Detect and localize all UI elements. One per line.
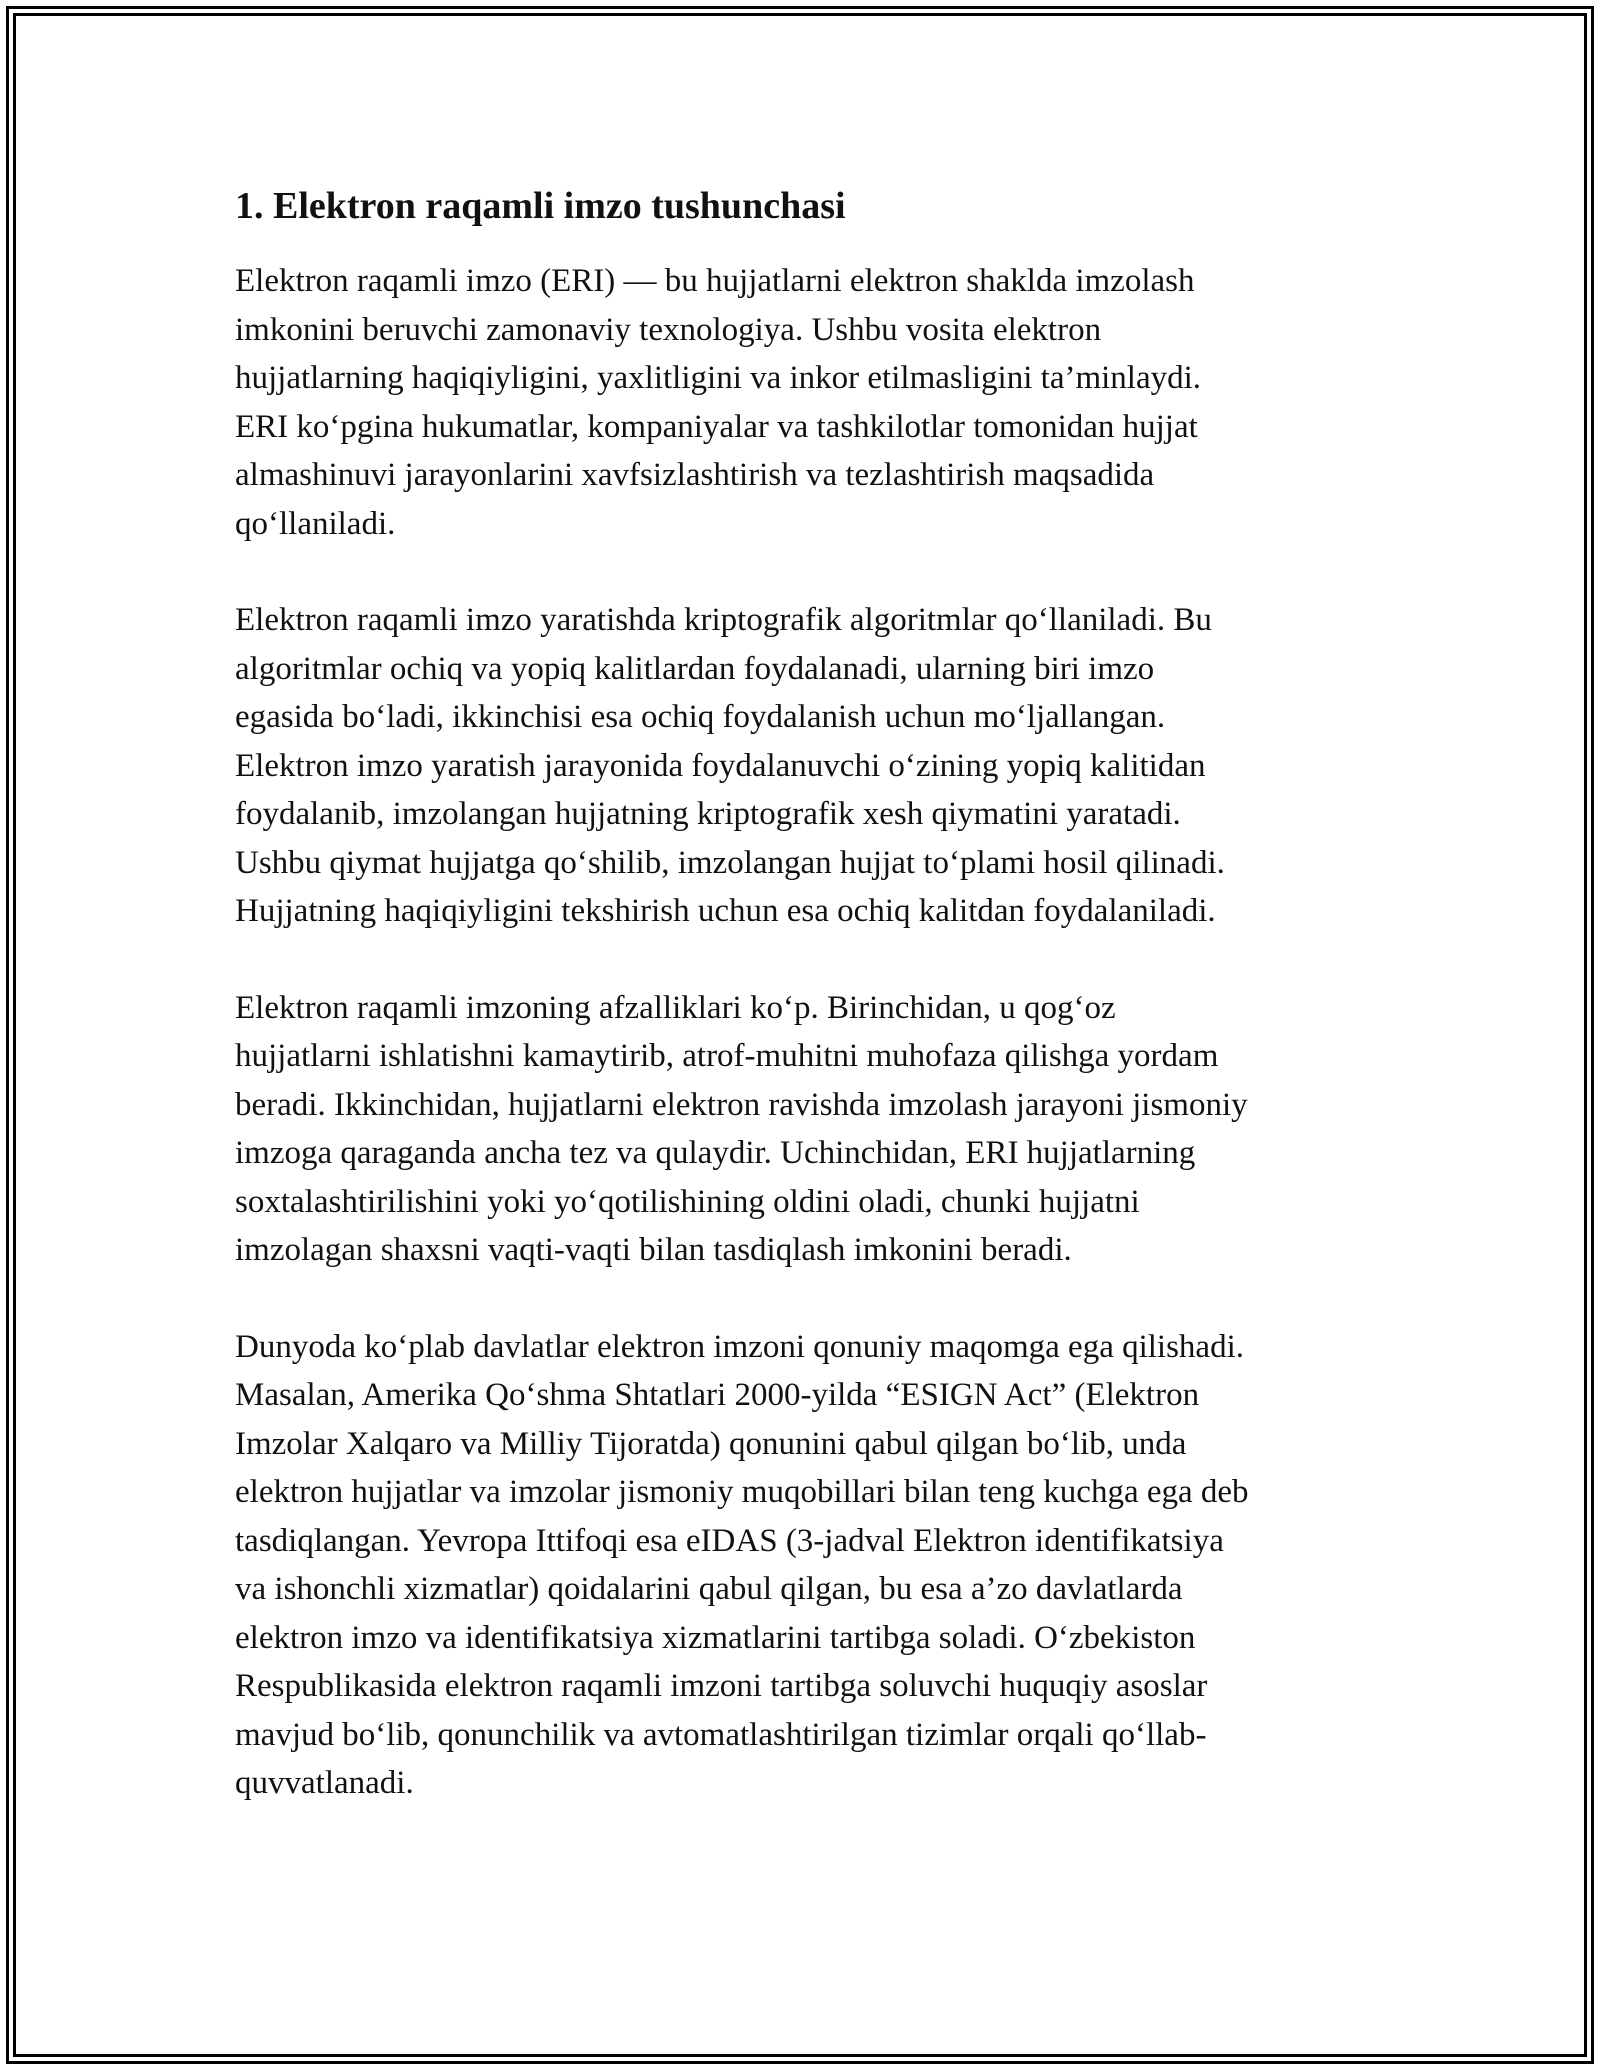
text-line: egasida boʻladi, ikkinchisi esa ochiq foydalanish uchun moʻljallangan. xyxy=(235,699,1166,736)
paragraph-list xyxy=(235,257,1385,1808)
paragraph xyxy=(235,1323,1385,1808)
paragraph xyxy=(235,596,1385,936)
text-line: hujjatlarning haqiqiyligini, yaxlitligini va inkor etilmasligini ta’minlaydi. xyxy=(235,360,1202,397)
document-body xyxy=(235,182,1385,1856)
text-line: imzoga qaraganda ancha tez va qulaydir. Uchinchidan, ERI hujjatlarning xyxy=(235,1135,1196,1172)
text-line: Imzolar Xalqaro va Milliy Tijoratda) qonunini qabul qilgan boʻlib, unda xyxy=(235,1425,1187,1462)
text-line: soxtalashtirilishini yoki yoʻqotilishining oldini oladi, chunki hujjatni xyxy=(235,1183,1140,1220)
text-line: imkonini beruvchi zamonaviy texnologiya. Ushbu vosita elektron xyxy=(235,311,1102,348)
text-line: almashinuvi jarayonlarini xavfsizlashtirish va tezlashtirish maqsadida xyxy=(235,457,1155,494)
section-title: 1. Elektron raqamli imzo tushunchasi xyxy=(235,185,846,227)
text-line: va ishonchli xizmatlar) qoidalarini qabul qilgan, bu esa a’zo davlatlarda xyxy=(235,1571,1183,1608)
text-line: beradi. Ikkinchidan, hujjatlarni elektron ravishda imzolash jarayoni jismoniy xyxy=(235,1086,1248,1123)
text-line: hujjatlarni ishlatishni kamaytirib, atrof-muhitni muhofaza qilishga yordam xyxy=(235,1038,1219,1075)
text-line: Elektron imzo yaratish jarayonida foydalanuvchi oʻzining yopiq kalitidan xyxy=(235,747,1206,784)
text-line: tasdiqlangan. Yevropa Ittifoqi esa eIDAS (3-jadval Elektron identifikatsiya xyxy=(235,1522,1224,1559)
text-line: Elektron raqamli imzoning afzalliklari koʻp. Birinchidan, u qogʻoz xyxy=(235,989,1116,1026)
text-line: Masalan, Amerika Qoʻshma Shtatlari 2000-yilda “ESIGN Act” (Elektron xyxy=(235,1377,1200,1414)
text-line: Respublikasida elektron raqamli imzoni tartibga soluvchi huquqiy asoslar xyxy=(235,1668,1208,1705)
text-line: Elektron raqamli imzo yaratishda kriptografik algoritmlar qoʻllaniladi. Bu xyxy=(235,602,1212,639)
text-line: foydalanib, imzolangan hujjatning kriptografik xesh qiymatini yaratadi. xyxy=(235,796,1181,833)
text-line: imzolagan shaxsni vaqti-vaqti bilan tasdiqlash imkonini beradi. xyxy=(235,1232,1072,1269)
text-line: quvvatlanadi. xyxy=(235,1765,414,1802)
text-line: Elektron raqamli imzo (ERI) — bu hujjatlarni elektron shaklda imzolash xyxy=(235,263,1195,300)
text-line: algoritmlar ochiq va yopiq kalitlardan foydalanadi, ularning biri imzo xyxy=(235,650,1155,687)
text-line: Hujjatning haqiqiyligini tekshirish uchun esa ochiq kalitdan foydalaniladi. xyxy=(235,893,1216,930)
paragraph xyxy=(235,257,1385,548)
text-line: Ushbu qiymat hujjatga qoʻshilib, imzolangan hujjat toʻplami hosil qilinadi. xyxy=(235,844,1225,881)
text-line: qoʻllaniladi. xyxy=(235,505,396,542)
text-line: ERI koʻpgina hukumatlar, kompaniyalar va tashkilotlar tomonidan hujjat xyxy=(235,408,1198,445)
text-line: mavjud boʻlib, qonunchilik va avtomatlashtirilgan tizimlar orqali qoʻllab- xyxy=(235,1716,1207,1753)
text-line: elektron imzo va identifikatsiya xizmatlarini tartibga soladi. Oʻzbekiston xyxy=(235,1619,1196,1656)
text-line: Dunyoda koʻplab davlatlar elektron imzoni qonuniy maqomga ega qilishadi. xyxy=(235,1328,1244,1365)
paragraph xyxy=(235,984,1385,1275)
text-line: elektron hujjatlar va imzolar jismoniy muqobillari bilan teng kuchga ega deb xyxy=(235,1474,1249,1511)
